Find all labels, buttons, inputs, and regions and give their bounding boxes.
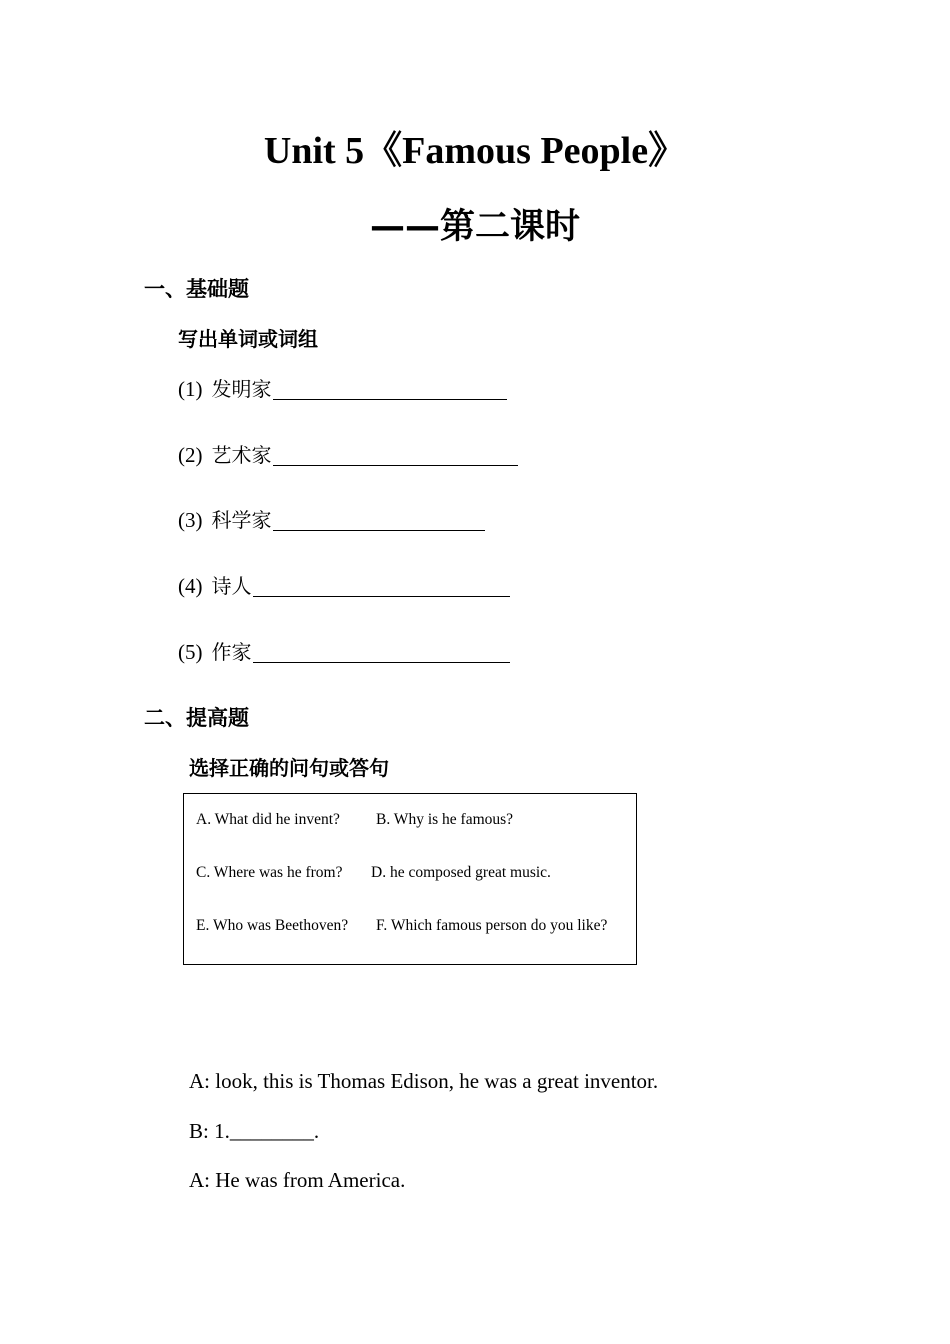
option-b: B. Why is he famous?: [376, 811, 514, 828]
option-d: D. he composed great music.: [371, 864, 551, 881]
vocab-item-5: [178, 638, 510, 666]
vocab-word: 发明家: [211, 377, 272, 401]
answer-blank[interactable]: [273, 445, 518, 466]
vocab-number: (5): [178, 640, 203, 664]
answer-blank[interactable]: [273, 510, 485, 531]
vocab-word: 诗人: [211, 574, 252, 598]
vocab-word: 作家: [211, 640, 252, 664]
vocab-item-3: [178, 506, 485, 534]
vocab-number: (3): [178, 508, 203, 532]
dialog-line-1: A: look, this is Thomas Edison, he was a great inventor.: [189, 1069, 659, 1093]
page-title: Unit 5《Famous People》: [263, 130, 687, 172]
option-a: A. What did he invent?: [196, 811, 340, 828]
answer-blank[interactable]: [273, 379, 507, 400]
option-e: E. Who was Beethoven?: [196, 917, 349, 934]
vocab-number: (4): [178, 574, 203, 598]
option-f: F. Which famous person do you like?: [376, 917, 608, 934]
dialog-line-3: A: He was from America.: [189, 1168, 406, 1192]
options-box: [183, 793, 637, 965]
vocab-word: 艺术家: [211, 443, 272, 467]
option-c: C. Where was he from?: [196, 864, 343, 881]
vocab-number: (2): [178, 443, 203, 467]
vocab-word: 科学家: [211, 508, 272, 532]
dialog-line-2: B: 1.________.: [189, 1119, 320, 1143]
options-row-3: [196, 916, 607, 936]
answer-blank[interactable]: [253, 642, 510, 663]
section-2-instruction: 选择正确的问句或答句: [189, 756, 389, 780]
section-1-instruction: 写出单词或词组: [178, 327, 318, 351]
answer-blank[interactable]: [253, 576, 510, 597]
options-row-1: [196, 810, 513, 830]
section-2-heading: 二、提高题: [144, 706, 249, 730]
vocab-item-4: [178, 572, 510, 600]
vocab-number: (1): [178, 377, 203, 401]
section-1-heading: 一、基础题: [144, 277, 249, 301]
options-row-2: [196, 863, 551, 883]
vocab-item-1: [178, 375, 507, 403]
page-subtitle: ——第二课时: [369, 207, 580, 247]
vocab-item-2: [178, 441, 518, 469]
